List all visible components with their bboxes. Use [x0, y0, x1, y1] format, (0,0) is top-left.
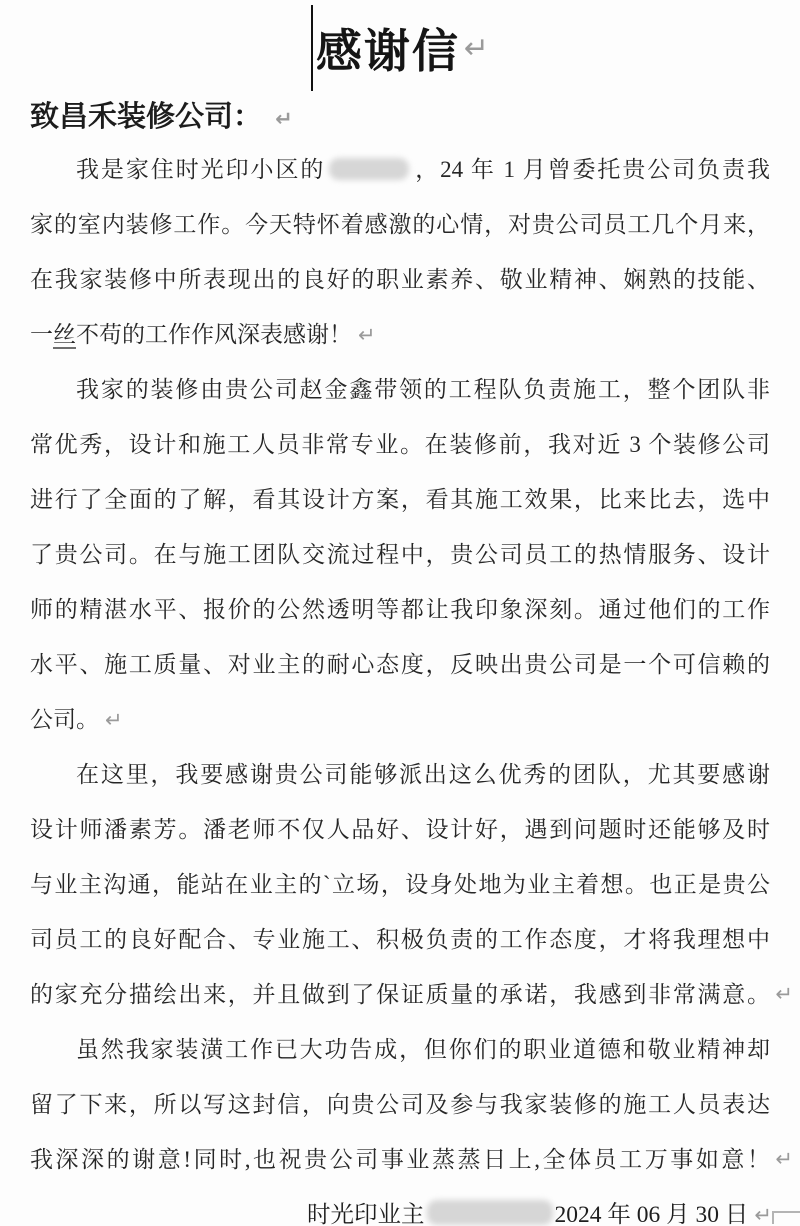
p1-line4 — [0, 307, 800, 362]
pilcrow-icon: ↵ — [775, 982, 793, 1006]
salutation-line — [0, 96, 800, 138]
paragraph-4 — [0, 1022, 800, 1187]
line-text: 我深深的谢意!同时,也祝贵公司事业蒸蒸日上,全体员工万事如意！ — [30, 1147, 770, 1172]
p3-line2: 设计师潘素芳。潘老师不仅人品好、设计好，遇到问题时还能够及时 — [30, 817, 770, 842]
p1-line2: 家的室内装修工作。今天特怀着感激的心情，对贵公司员工几个月来， — [30, 212, 770, 237]
paragraph-2 — [0, 362, 800, 747]
crop-corner-mark — [772, 1211, 800, 1224]
p2-line6: 水平、施工质量、对业主的耐心态度，反映出贵公司是一个可信赖的 — [30, 652, 770, 677]
line-text: 我是家住时光印小区的 — [76, 157, 326, 182]
p3-line1: 在这里，我要感谢贵公司能够派出这么优秀的团队，尤其要感谢 — [76, 762, 770, 787]
p2-line5: 师的精湛水平、报价的公然透明等都让我印象深刻。通过他们的工作 — [30, 597, 770, 622]
signature-line — [0, 1189, 800, 1226]
p4-line2: 留了下来，所以写这封信，向贵公司及参与我家装修的施工人员表达 — [30, 1092, 770, 1117]
letter-title-row — [0, 0, 800, 94]
p4-line1: 虽然我家装潢工作已大功告成，但你们的职业道德和敬业精神却 — [76, 1037, 770, 1062]
redacted-signature-name — [427, 1200, 553, 1225]
salutation-text: 致昌禾装修公司： — [30, 101, 263, 133]
text-cursor — [311, 5, 313, 91]
page-title: 感谢信 — [315, 26, 460, 77]
line-text: 一 — [30, 322, 53, 347]
line-text: ，24 年 1 月曾委托贵公司负责我 — [413, 157, 771, 182]
pilcrow-icon: ↵ — [463, 30, 490, 66]
line-text: 不苟的工作作风深表感谢！ — [76, 322, 352, 347]
pilcrow-icon: ↵ — [105, 708, 123, 732]
p2-line4: 了贵公司。在与施工团队交流过程中，贵公司员工的热情服务、设计 — [30, 542, 770, 567]
signature-date: 2024 年 06 月 30 日 — [554, 1202, 749, 1226]
p1-line3: 在我家装修中所表现出的良好的职业素养、敬业精神、娴熟的技能、 — [30, 267, 770, 292]
pilcrow-icon: ↵ — [754, 1203, 772, 1226]
signature-owner: 时光印业主 — [307, 1202, 425, 1226]
underlined-text: 丝 — [53, 322, 76, 347]
p3-line4: 司员工的良好配合、专业施工、积极负责的工作态度，才将我理想中 — [30, 927, 770, 952]
line-text: 公司。 — [30, 707, 99, 732]
p2-line2: 常优秀，设计和施工人员非常专业。在装修前，我对近 3 个装修公司 — [30, 432, 770, 457]
p2-line1: 我家的装修由贵公司赵金鑫带领的工程队负责施工，整个团队非 — [76, 377, 770, 402]
redacted-name — [329, 158, 409, 180]
pilcrow-icon: ↵ — [275, 107, 293, 131]
pilcrow-icon: ↵ — [775, 1147, 793, 1171]
letter-body — [0, 142, 800, 1187]
p4-line3 — [0, 1132, 800, 1187]
paragraph-1 — [0, 142, 800, 362]
p2-line3: 进行了全面的了解，看其设计方案，看其施工效果，比来比去，选中 — [30, 487, 770, 512]
paragraph-3 — [0, 747, 800, 1022]
p2-line7 — [0, 692, 800, 747]
line-text: 的家充分描绘出来，并且做到了保证质量的承诺，我感到非常满意。 — [30, 982, 770, 1007]
p3-line5 — [0, 967, 800, 1022]
pilcrow-icon: ↵ — [358, 323, 376, 347]
p3-line3: 与业主沟通，能站在业主的`立场，设身处地为业主着想。也正是贵公 — [30, 872, 770, 897]
p1-line1 — [0, 142, 800, 197]
